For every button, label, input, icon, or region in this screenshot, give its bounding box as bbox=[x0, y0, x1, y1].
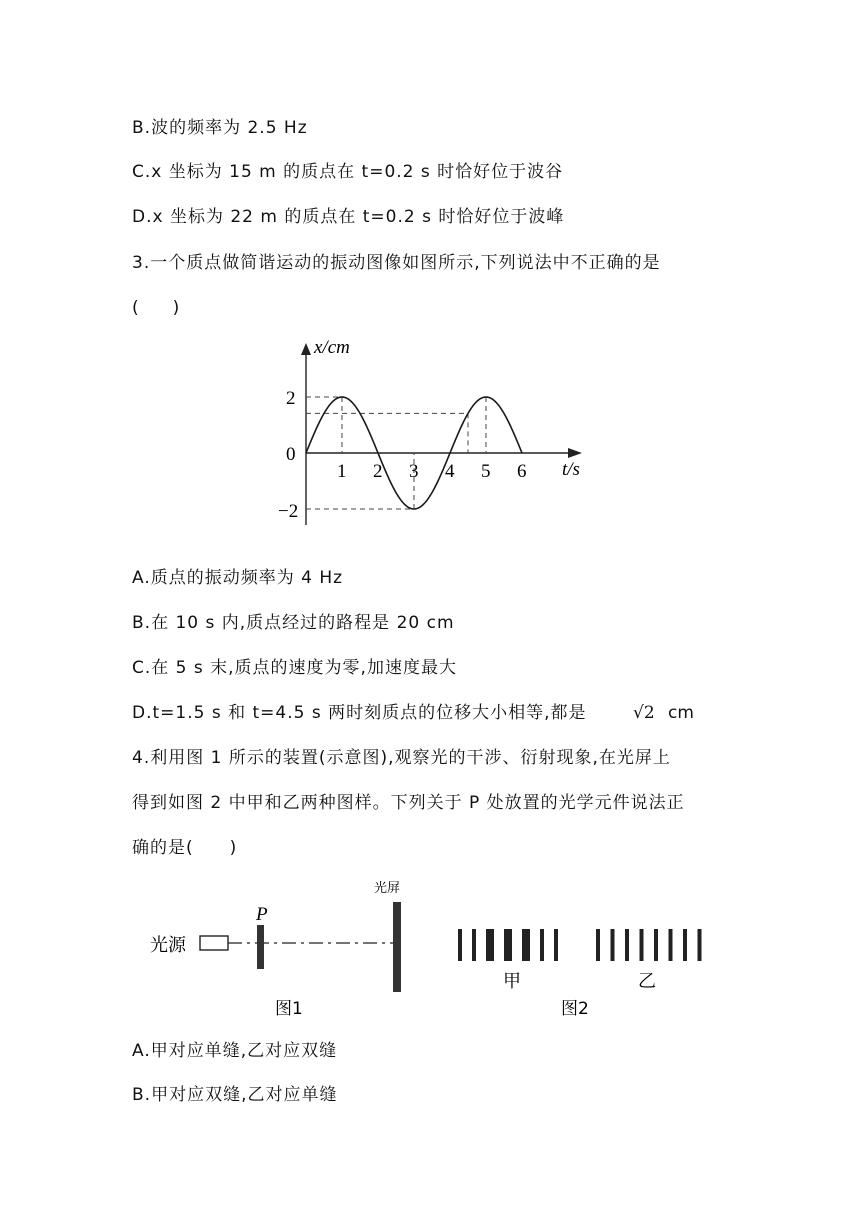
jia-fringe-6 bbox=[540, 929, 544, 961]
yi-fringe-3 bbox=[625, 929, 629, 961]
jia-fringe-2 bbox=[472, 929, 476, 961]
yi-label: 乙 bbox=[638, 971, 656, 992]
question-3-paren: ( ) bbox=[132, 298, 180, 318]
jia-label: 甲 bbox=[503, 971, 521, 992]
p-element bbox=[257, 925, 264, 969]
yi-fringe-4 bbox=[640, 929, 644, 961]
option-d-unit: cm bbox=[668, 703, 694, 723]
yi-fringe-2 bbox=[611, 929, 615, 961]
yi-fringe-8 bbox=[698, 929, 702, 961]
y-axis-arrow bbox=[301, 343, 311, 355]
x-tick-3: 3 bbox=[409, 461, 419, 482]
question-3-option-a: A.质点的振动频率为 4 Hz bbox=[132, 568, 344, 588]
yi-fringe-1 bbox=[596, 929, 600, 961]
light-source-label: 光源 bbox=[150, 935, 186, 956]
question-4-line-3: 确的是( ) bbox=[132, 838, 238, 858]
jia-fringe-3 bbox=[486, 929, 494, 961]
yi-fringe-7 bbox=[683, 929, 687, 961]
jia-fringe-4 bbox=[504, 929, 512, 961]
option-b-frequency: B.波的频率为 2.5 Hz bbox=[132, 118, 308, 138]
x-tick-4: 4 bbox=[445, 461, 455, 482]
light-screen bbox=[393, 902, 401, 992]
question-4-line-1: 4.利用图 1 所示的装置(示意图),观察光的干涉、衍射现象,在光屏上 bbox=[132, 748, 671, 768]
sqrt2-value: √2 bbox=[633, 703, 655, 723]
question-4-option-b: B.甲对应双缝,乙对应单缝 bbox=[132, 1085, 338, 1105]
question-3-stem: 3.一个质点做简谐运动的振动图像如图所示,下列说法中不正确的是 bbox=[132, 253, 661, 273]
origin-label: 0 bbox=[286, 444, 296, 465]
x-tick-6: 6 bbox=[517, 461, 527, 482]
x-axis-label: t/s bbox=[562, 459, 580, 480]
x-axis-arrow bbox=[568, 448, 582, 458]
option-c-15m: C.x 坐标为 15 m 的质点在 t=0.2 s 时恰好位于波谷 bbox=[132, 162, 564, 182]
figure-2-caption: 图2 bbox=[561, 999, 589, 1019]
y-tick-neg2: −2 bbox=[278, 501, 299, 522]
question-4-line-2: 得到如图 2 中甲和乙两种图样。下列关于 P 处放置的光学元件说法正 bbox=[132, 793, 685, 813]
question-3-option-d: D.t=1.5 s 和 t=4.5 s 两时刻质点的位移大小相等,都是 bbox=[132, 703, 587, 723]
question-3-option-c: C.在 5 s 末,质点的速度为零,加速度最大 bbox=[132, 658, 457, 678]
yi-fringe-6 bbox=[669, 929, 673, 961]
p-label: P bbox=[256, 904, 268, 925]
light-source-box bbox=[200, 936, 228, 950]
jia-fringe-7 bbox=[554, 929, 558, 961]
question-4-option-a: A.甲对应单缝,乙对应双缝 bbox=[132, 1041, 338, 1061]
question-3-option-b: B.在 10 s 内,质点经过的路程是 20 cm bbox=[132, 613, 455, 633]
x-tick-1: 1 bbox=[337, 461, 347, 482]
screen-label: 光屏 bbox=[374, 881, 401, 896]
option-d-22m: D.x 坐标为 22 m 的质点在 t=0.2 s 时恰好位于波峰 bbox=[132, 207, 565, 227]
yi-fringe-5 bbox=[654, 929, 658, 961]
y-axis-label: x/cm bbox=[314, 337, 350, 358]
y-tick-2: 2 bbox=[286, 388, 296, 409]
oscillation-graph bbox=[0, 335, 860, 555]
diffraction-figure bbox=[0, 872, 860, 1022]
jia-fringe-5 bbox=[522, 929, 530, 961]
jia-fringe-1 bbox=[458, 929, 462, 961]
x-tick-5: 5 bbox=[481, 461, 491, 482]
x-tick-2: 2 bbox=[373, 461, 383, 482]
figure-1-caption: 图1 bbox=[275, 999, 303, 1019]
